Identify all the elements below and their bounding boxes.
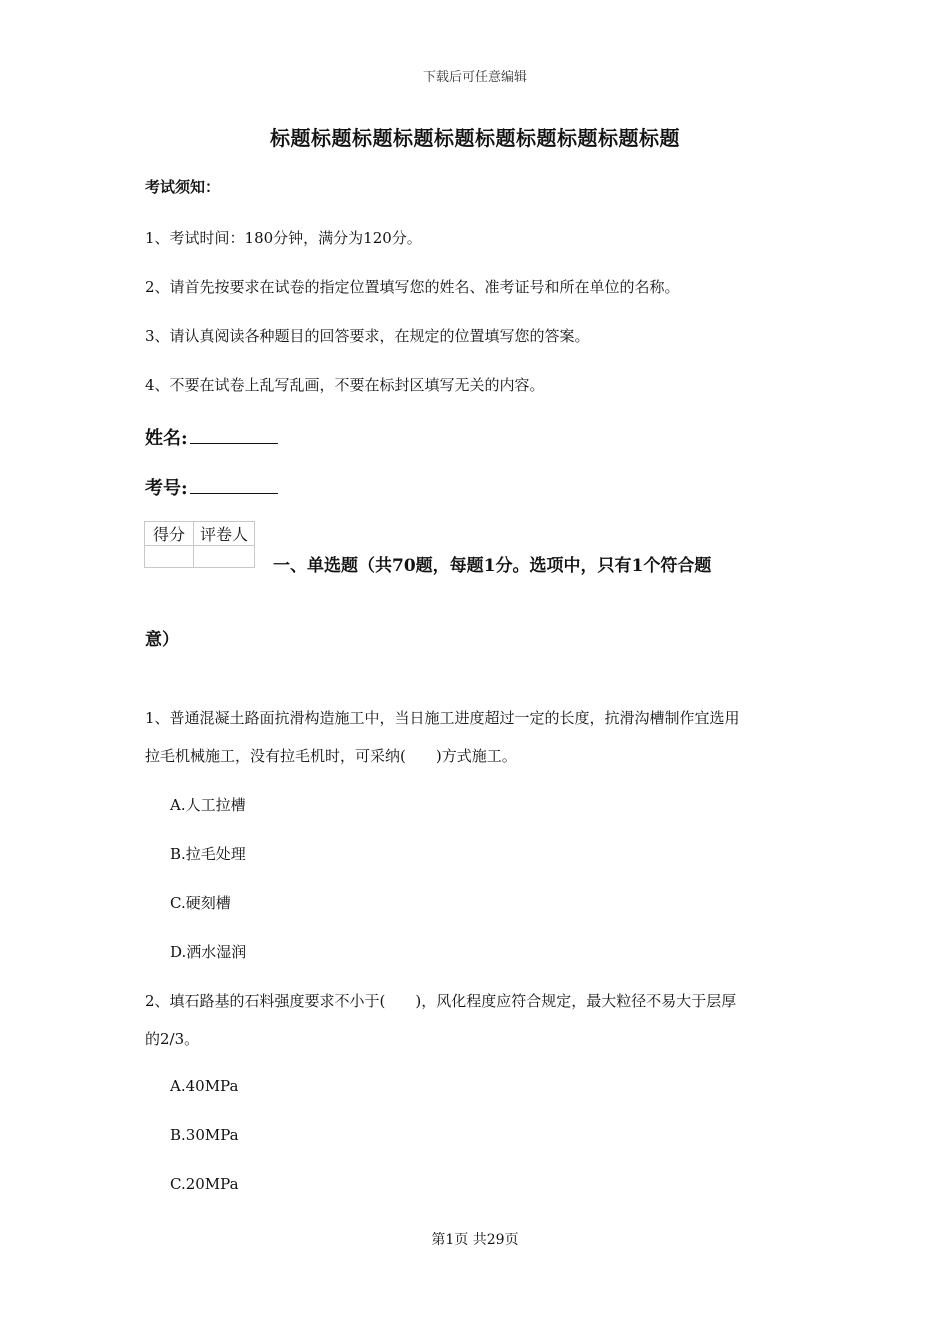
notice-item-2: 2、请首先按要求在试卷的指定位置填写您的姓名、准考证号和所在单位的名称。 xyxy=(145,278,680,296)
section-title: 一、单选题（共70题，每题1分。选项中，只有1个符合题 xyxy=(273,556,712,576)
grader-blank-cell[interactable] xyxy=(194,546,255,568)
question-1-option-c: C.硬刻槽 xyxy=(170,894,231,912)
question-2-line-1: 2、填石路基的石料强度要求不小于( )，风化程度应符合规定，最大粒径不易大于层厚 xyxy=(145,992,737,1010)
id-field xyxy=(145,474,278,500)
section-title-continued: 意） xyxy=(145,630,179,650)
notice-item-3: 3、请认真阅读各种题目的回答要求，在规定的位置填写您的答案。 xyxy=(145,327,590,345)
question-2-option-a: A.40MPa xyxy=(170,1077,239,1095)
name-field xyxy=(145,424,278,450)
score-header-cell: 得分 xyxy=(145,522,194,546)
header-note: 下载后可任意编辑 xyxy=(422,70,527,85)
question-2-option-b: B.30MPa xyxy=(170,1126,239,1144)
exam-notice-heading: 考试须知： xyxy=(145,178,221,196)
question-1-line-2: 拉毛机械施工，没有拉毛机时，可采纳( )方式施工。 xyxy=(145,747,517,765)
score-table-header-row xyxy=(145,522,255,546)
document-title: 标题标题标题标题标题标题标题标题标题标题 xyxy=(270,126,680,150)
id-label: 考号: xyxy=(145,478,188,499)
score-table-blank-row xyxy=(145,546,255,568)
name-blank-line[interactable] xyxy=(190,425,278,444)
score-blank-cell[interactable] xyxy=(145,546,194,568)
score-table xyxy=(144,521,255,568)
question-1-line-1: 1、普通混凝土路面抗滑构造施工中，当日施工进度超过一定的长度，抗滑沟槽制作宜选用 xyxy=(145,709,740,727)
question-2-line-2: 的2/3。 xyxy=(145,1030,200,1048)
notice-item-4: 4、不要在试卷上乱写乱画，不要在标封区填写无关的内容。 xyxy=(145,376,545,394)
question-1-option-d: D.洒水湿润 xyxy=(170,943,247,961)
id-blank-line[interactable] xyxy=(190,475,278,494)
question-1-option-a: A.人工拉槽 xyxy=(170,796,246,814)
name-label: 姓名: xyxy=(145,428,188,449)
grader-header-cell: 评卷人 xyxy=(194,522,255,546)
question-2-option-c: C.20MPa xyxy=(170,1175,239,1193)
notice-item-1: 1、考试时间：180分钟，满分为120分。 xyxy=(145,229,422,247)
question-1-option-b: B.拉毛处理 xyxy=(170,845,246,863)
page-footer: 第1页 共29页 xyxy=(431,1232,519,1248)
